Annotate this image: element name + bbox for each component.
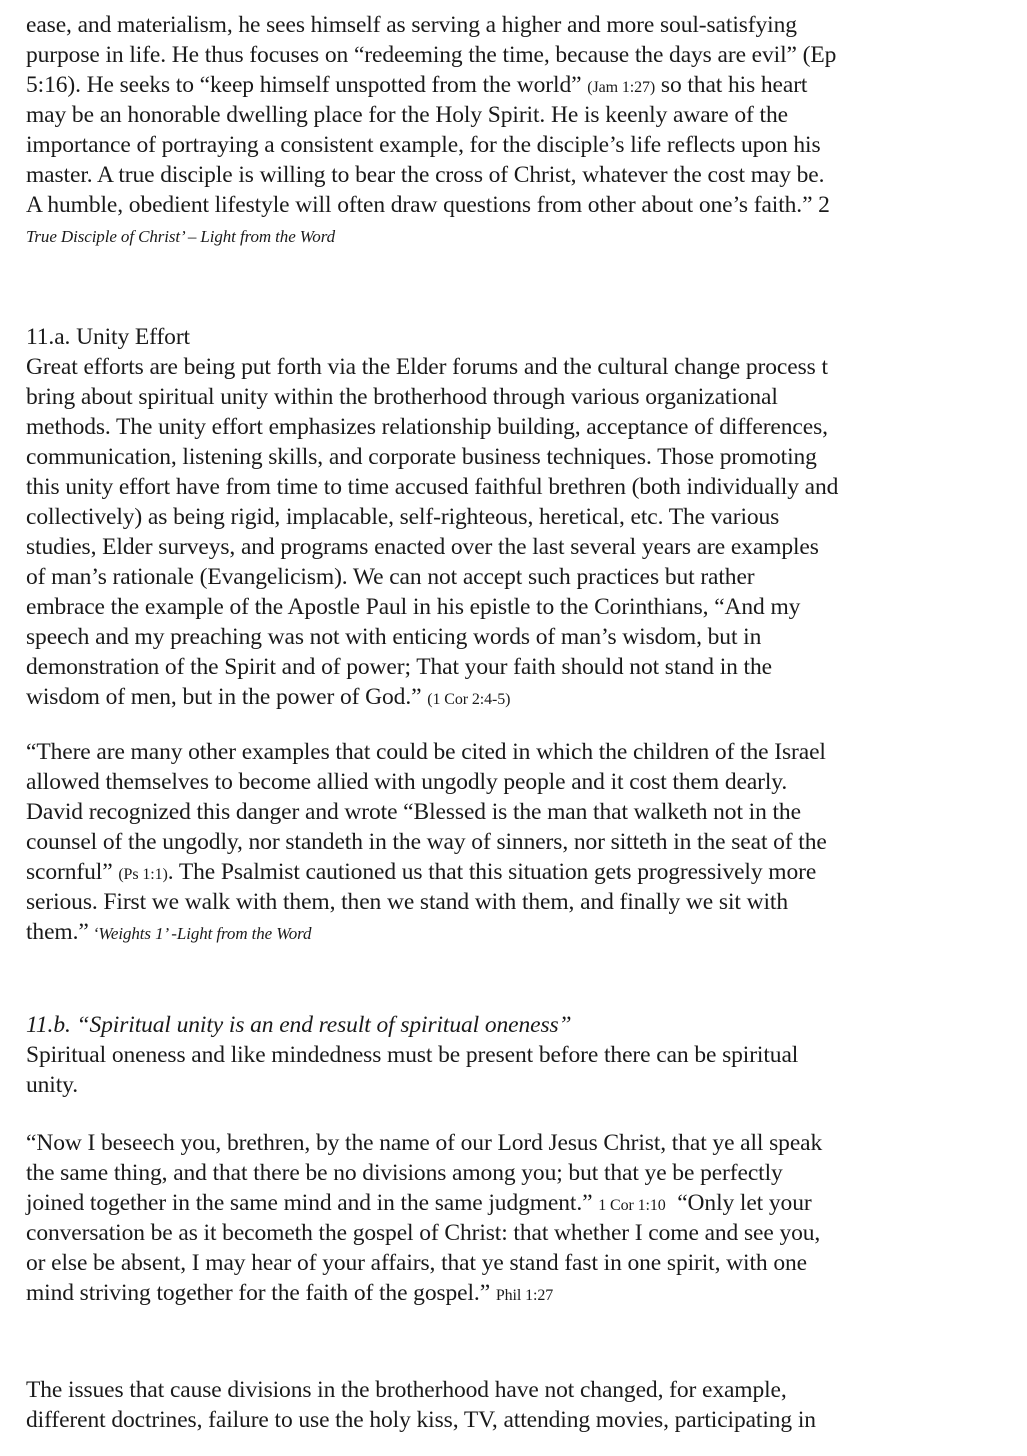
text-segment: Great efforts are being put forth via the Elder forums and the cultural change process t <box>26 354 828 380</box>
text-segment: . The Psalmist cautioned us that this situation gets progressively more <box>167 859 817 885</box>
text-segment: so that his heart <box>655 72 808 98</box>
text-segment: “There are many other examples that could be cited in which the children of the Israel <box>26 739 826 765</box>
text-line <box>26 592 1027 622</box>
text-segment: “Only let your <box>665 1190 812 1216</box>
text-segment: them.” <box>26 919 89 945</box>
text-line <box>26 40 1027 70</box>
text-segment: serious. First we walk with them, then we stand with them, and finally we sit with <box>26 889 788 915</box>
text-segment: A humble, obedient lifestyle will often draw questions from other about one’s faith.” 2 <box>26 192 830 218</box>
text-segment: “Now I beseech you, brethren, by the name of our Lord Jesus Christ, that ye all speak <box>26 1130 823 1156</box>
text-line <box>26 1128 1027 1158</box>
text-line <box>26 190 1027 220</box>
text-line <box>26 1070 1027 1100</box>
text-segment: master. A true disciple is willing to bear the cross of Christ, whatever the cost may be. <box>26 162 825 188</box>
text-segment: methods. The unity effort emphasizes relationship building, acceptance of differences, <box>26 414 828 440</box>
intro-paragraph <box>26 10 1027 250</box>
text-line <box>26 622 1027 652</box>
text-segment: Spiritual oneness and like mindedness must be present before there can be spiritual <box>26 1042 799 1068</box>
text-line <box>26 827 1027 857</box>
text-line <box>26 352 1027 382</box>
text-segment: 11.a. Unity Effort <box>26 324 190 350</box>
text-line <box>26 1010 1027 1040</box>
text-segment: The issues that cause divisions in the brotherhood have not changed, for example, <box>26 1377 787 1403</box>
text-line <box>26 442 1027 472</box>
citation: Phil 1:27 <box>495 1287 554 1304</box>
israel-paragraph <box>26 737 1027 947</box>
text-line <box>26 682 1027 712</box>
text-line <box>26 100 1027 130</box>
section-11b <box>26 1010 1027 1100</box>
text-segment: or else be absent, I may hear of your affairs, that ye stand fast in one spirit, with one <box>26 1250 807 1276</box>
text-line <box>26 322 1027 352</box>
text-line <box>26 1040 1027 1070</box>
text-line <box>26 472 1027 502</box>
text-line <box>26 797 1027 827</box>
citation: (Ps 1:1) <box>118 866 168 883</box>
text-segment: of man’s rationale (Evangelicism). We can not accept such practices but rather <box>26 564 755 590</box>
text-line <box>26 1188 1027 1218</box>
text-line <box>26 70 1027 100</box>
text-segment: collectively) as being rigid, implacable, self-righteous, heretical, etc. The various <box>26 504 780 530</box>
text-segment: different doctrines, failure to use the holy kiss, TV, attending movies, participating in <box>26 1407 816 1433</box>
text-segment: conversation be as it becometh the gospel of Christ: that whether I come and see you, <box>26 1220 821 1246</box>
text-line <box>26 767 1027 797</box>
citation: (Jam 1:27) <box>587 79 656 96</box>
text-line <box>26 1158 1027 1188</box>
text-segment: ease, and materialism, he sees himself as serving a higher and more soul-satisfying <box>26 12 797 38</box>
text-segment: scornful” <box>26 859 119 885</box>
text-line <box>26 412 1027 442</box>
text-line <box>26 130 1027 160</box>
text-line <box>26 220 1027 250</box>
text-segment: joined together in the same mind and in the same judgment.” <box>26 1190 599 1216</box>
text-segment: counsel of the ungodly, nor standeth in the way of sinners, nor sitteth in the seat of the <box>26 829 827 855</box>
text-segment: wisdom of men, but in the power of God.” <box>26 684 428 710</box>
text-line <box>26 1248 1027 1278</box>
text-segment: allowed themselves to become allied with ungodly people and it cost them dearly. <box>26 769 788 795</box>
issues-paragraph <box>26 1375 1027 1435</box>
text-segment: embrace the example of the Apostle Paul in his epistle to the Corinthians, “And my <box>26 594 801 620</box>
text-segment: this unity effort have from time to time accused faithful brethren (both individually and <box>26 474 839 500</box>
text-line <box>26 737 1027 767</box>
text-segment: 5:16). He seeks to “keep himself unspotted from the world” <box>26 72 588 98</box>
text-segment: 11.b. “Spiritual unity is an end result of spiritual oneness” <box>26 1012 572 1038</box>
text-line <box>26 10 1027 40</box>
citation: 1 Cor 1:10 <box>598 1197 666 1214</box>
text-segment: importance of portraying a consistent example, for the disciple’s life reflects upon his <box>26 132 821 158</box>
text-line <box>26 382 1027 412</box>
text-segment: speech and my preaching was not with enticing words of man’s wisdom, but in <box>26 624 762 650</box>
text-segment: may be an honorable dwelling place for the Holy Spirit. He is keenly aware of the <box>26 102 788 128</box>
beseech-paragraph <box>26 1128 1027 1308</box>
citation: ‘Weights 1’ -Light from the Word <box>88 924 312 943</box>
citation: (1 Cor 2:4-5) <box>427 691 511 708</box>
text-segment: mind striving together for the faith of the gospel.” <box>26 1280 496 1306</box>
text-line <box>26 1405 1027 1435</box>
text-segment: David recognized this danger and wrote “Blessed is the man that walketh not in the <box>26 799 801 825</box>
text-line <box>26 652 1027 682</box>
text-line <box>26 532 1027 562</box>
text-line <box>26 887 1027 917</box>
text-segment: unity. <box>26 1072 79 1098</box>
text-segment: purpose in life. He thus focuses on “redeeming the time, because the days are evil” (Ep <box>26 42 837 68</box>
text-line <box>26 1278 1027 1308</box>
text-segment: bring about spiritual unity within the brotherhood through various organizational <box>26 384 778 410</box>
text-segment: communication, listening skills, and corporate business techniques. Those promoting <box>26 444 817 470</box>
text-segment: demonstration of the Spirit and of power; That your faith should not stand in the <box>26 654 772 680</box>
text-line <box>26 562 1027 592</box>
text-line <box>26 502 1027 532</box>
text-line <box>26 917 1027 947</box>
text-line <box>26 160 1027 190</box>
text-line <box>26 857 1027 887</box>
citation: True Disciple of Christ’ – Light from the Word <box>26 227 335 246</box>
text-line <box>26 1218 1027 1248</box>
section-11a <box>26 322 1027 712</box>
text-segment: the same thing, and that there be no divisions among you; but that ye be perfectly <box>26 1160 783 1186</box>
text-segment: studies, Elder surveys, and programs enacted over the last several years are examples <box>26 534 819 560</box>
text-line <box>26 1375 1027 1405</box>
